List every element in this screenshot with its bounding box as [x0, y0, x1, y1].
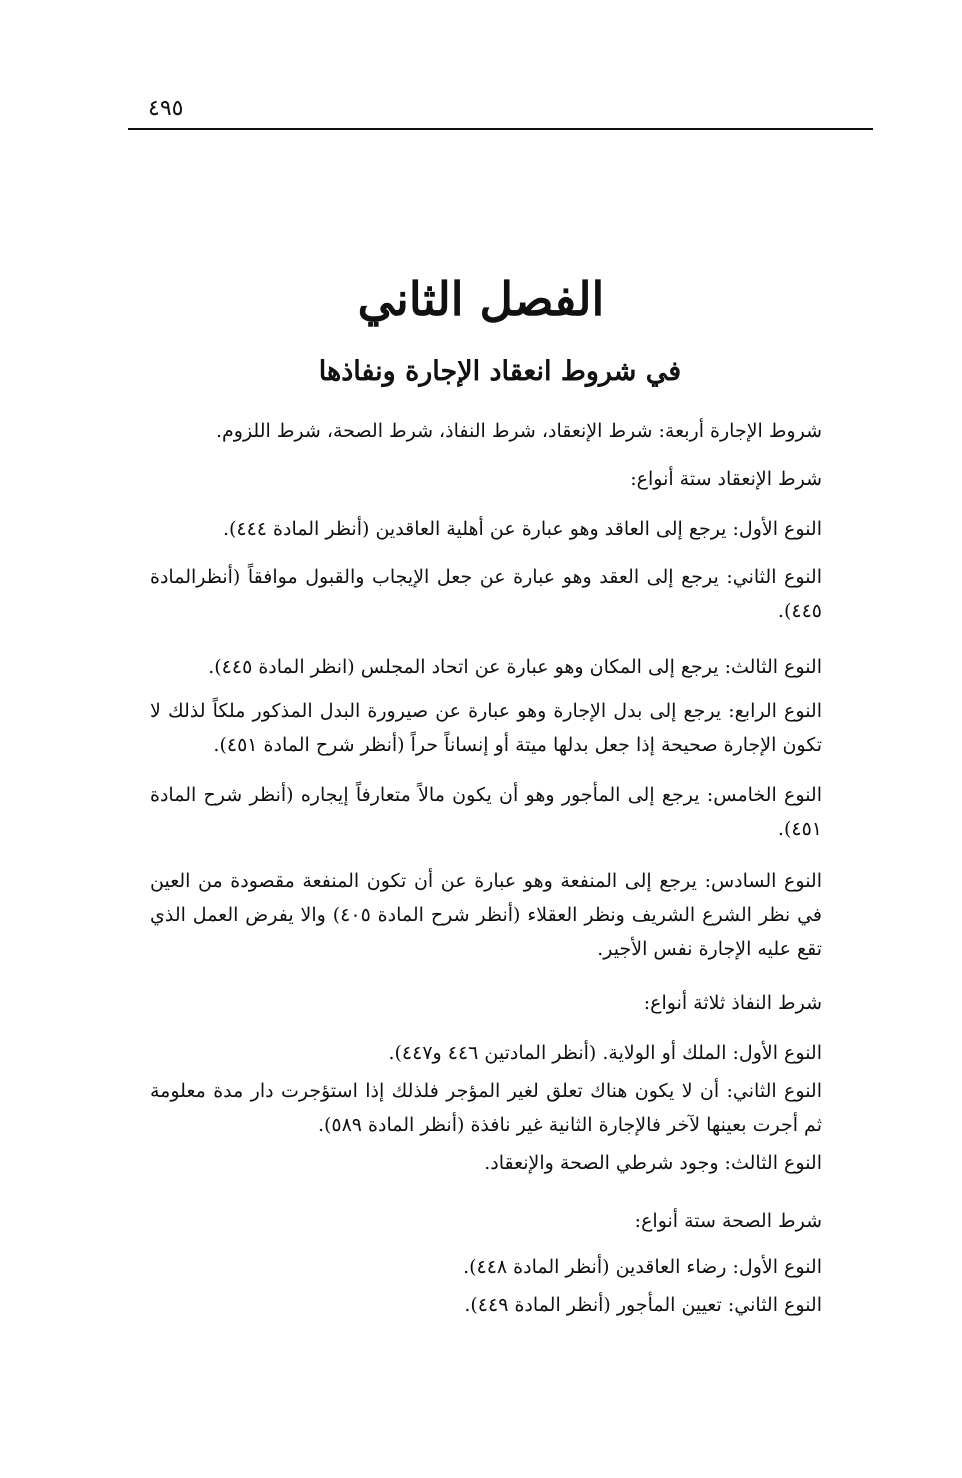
paragraph: النوع السادس: يرجع إلى المنفعة وهو عبارة عن أن تكون المنفعة مقصودة من العين في نظر الشرع الشريف ونظر العقلاء (أنظر شرح المادة ٤٠٥) والا يفرض العمل الذي تقع عليه الإجارة نفس الأجير.	[150, 870, 823, 960]
section-heading-sihha	[150, 1204, 822, 1238]
list-item	[150, 650, 822, 684]
paragraph: النوع الثاني: يرجع إلى العقد وهو عبارة عن جعل الإيجاب والقبول موافقاً (أنظرالمادة ٤٤٥).	[150, 566, 822, 622]
paragraph: شرط الصحة ستة أنواع:	[634, 1210, 822, 1232]
list-item	[150, 1288, 822, 1322]
list-item	[150, 864, 822, 966]
list-item	[150, 778, 822, 846]
paragraph: النوع الخامس: يرجع إلى المأجور وهو أن يكون مالاً متعارفاً إيجاره (أنظر شرح المادة ٤٥١).	[150, 784, 822, 840]
paragraph: النوع الثاني: أن لا يكون هناك تعلق لغير المؤجر فلذلك إذا استؤجرت دار مدة معلومة ثم أجرت بعينها لآخر فالإجارة الثانية غير نافذة (أنظر المادة ٥٨٩).	[150, 1080, 822, 1136]
list-item	[150, 1250, 822, 1284]
list-item	[150, 560, 822, 628]
paragraph: شرط الإنعقاد ستة أنواع:	[630, 468, 822, 490]
paragraph: النوع الثالث: يرجع إلى المكان وهو عبارة عن اتحاد المجلس (انظر المادة ٤٤٥).	[208, 656, 822, 678]
paragraph: النوع الثالث: وجود شرطي الصحة والإنعقاد.	[484, 1152, 822, 1174]
chapter-subtitle: في شروط انعقاد الإجارة ونفاذها	[318, 356, 682, 387]
paragraph: شروط الإجارة أربعة: شرط الإنعقاد، شرط النفاذ، شرط الصحة، شرط اللزوم.	[215, 420, 822, 442]
paragraph: النوع الأول: الملك أو الولاية. (أنظر المادتين ٤٤٦ و٤٤٧).	[388, 1042, 822, 1064]
paragraph: النوع الثاني: تعيين المأجور (أنظر المادة ٤٤٩).	[464, 1294, 822, 1316]
list-item	[150, 1036, 822, 1070]
page-number: ٤٩٥	[148, 96, 184, 121]
list-item	[150, 512, 822, 546]
list-item	[150, 1146, 822, 1180]
header-rule	[128, 128, 873, 130]
paragraph: النوع الرابع: يرجع إلى بدل الإجارة وهو عبارة عن صيرورة البدل المذكور ملكاً لذلك لا تكون الإجارة صحيحة إذا جعل بدلها ميتة أو إنساناً حراً (أنظر شرح المادة ٤٥١).	[150, 700, 822, 756]
list-item	[150, 694, 822, 762]
paragraph: النوع الأول: رضاء العاقدين (أنظر المادة ٤٤٨).	[463, 1256, 822, 1278]
section-heading-nafadh	[150, 986, 822, 1020]
chapter-title: الفصل الثاني	[357, 272, 605, 326]
paragraph: النوع الأول: يرجع إلى العاقد وهو عبارة عن أهلية العاقدين (أنظر المادة ٤٤٤).	[222, 518, 822, 540]
list-item	[150, 1074, 822, 1142]
intro-paragraph	[150, 414, 822, 448]
section-heading-inaqad	[150, 462, 822, 496]
paragraph: شرط النفاذ ثلاثة أنواع:	[643, 992, 822, 1014]
